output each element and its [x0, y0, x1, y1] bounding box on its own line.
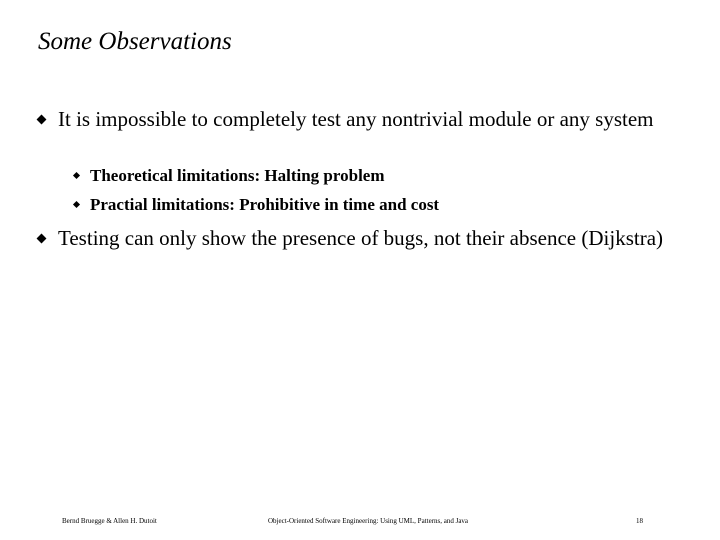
page-number: 18 [636, 517, 643, 525]
subbullet-diamond-icon [73, 172, 80, 179]
bullet-text: It is impossible to completely test any nontrivial module or any system [58, 107, 654, 131]
footer-authors: Bernd Bruegge & Allen H. Dutoit [62, 517, 157, 525]
slide-title: Some Observations [38, 28, 232, 55]
subbullet-text: Theoretical limitations: Halting problem [90, 166, 385, 185]
bullet-text: Testing can only show the presence of bugs, not their absence (Dijkstra) [58, 226, 664, 250]
bullet-diamond-icon [37, 234, 47, 244]
footer-book-title: Object-Oriented Software Engineering: Using UML, Patterns, and Java [268, 517, 469, 525]
bullet-diamond-icon [37, 115, 47, 125]
subbullet-diamond-icon [73, 201, 80, 208]
subbullet-text: Practial limitations: Prohibitive in time and cost [90, 195, 440, 214]
